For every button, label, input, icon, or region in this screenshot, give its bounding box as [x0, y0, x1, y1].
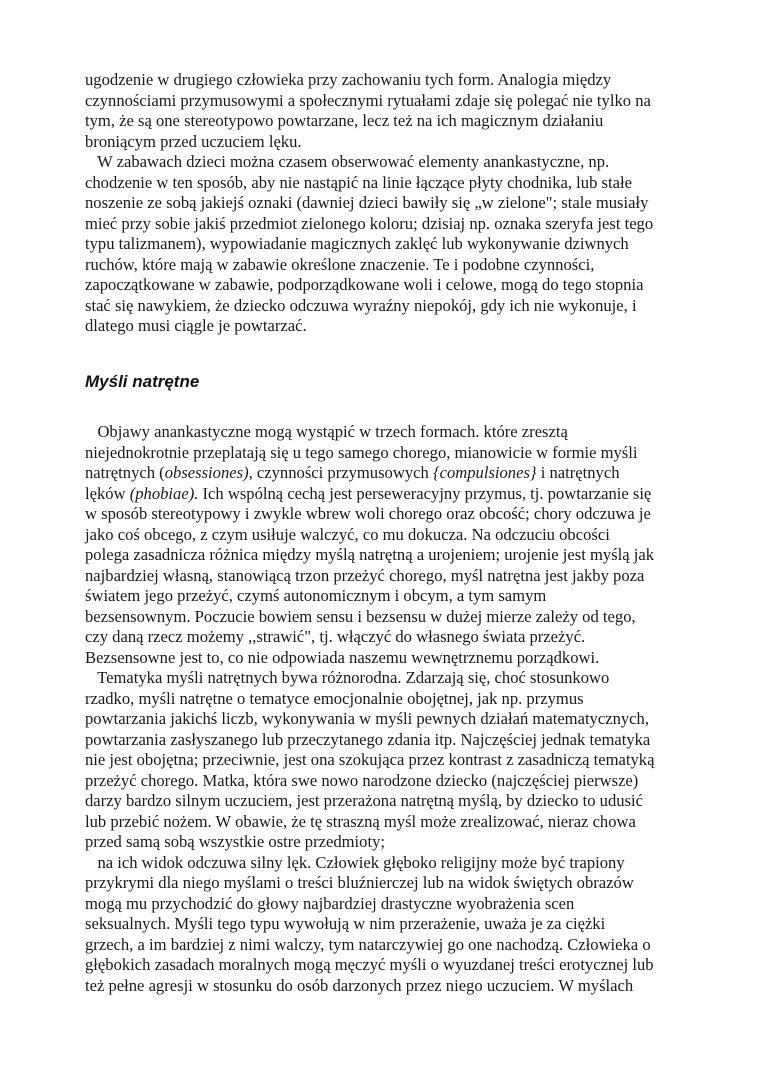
- text-line: broniącym przed uczuciem lęku.: [85, 131, 302, 151]
- text-line: w sposób stereotypowy i zwykle wbrew woli chorego oraz obcość; chory odczuwa je: [85, 504, 651, 523]
- text-line: ugodzenie w drugiego człowieka przy zachowaniu tych form. Analogia między: [85, 70, 612, 89]
- text-line: przed samą sobą wszystkie ostre przedmioty;: [85, 832, 385, 851]
- text-line: głębokich zasadach moralnych mogą męczyć myśli o wyuzdanej treści erotycznej lub: [85, 955, 654, 974]
- text-line: czy daną rzecz możemy ,,strawić", tj. włączyć do własnego świata przeżyć.: [85, 627, 586, 646]
- paragraph-block-intrusive-thoughts: [85, 422, 654, 996]
- text-line: mieć przy sobie jakiś przedmiot zielonego koloru; dzisiaj np. oznaka szeryfa jest tego: [85, 213, 654, 233]
- text-line: też pełne agresji w stosunku do osób darzonych przez niego uczuciem. W myślach: [85, 975, 634, 995]
- text-line: Tematyka myśli natrętnych bywa różnorodna. Zdarzają się, choć stosunkowo: [85, 668, 610, 687]
- text-line: na ich widok odczuwa silny lęk. Człowiek głęboko religijny może być trapiony: [85, 852, 625, 872]
- text-line: Bezsensowne jest to, co nie odpowiada naszemu wewnętrznemu porządkowi.: [85, 647, 600, 667]
- text-line: nie jest obojętna; przeciwnie, jest ona szokująca przez kontrast z zasadniczą tematyką: [85, 750, 655, 769]
- italic-term: (phobiae).: [129, 483, 199, 503]
- text-line: rzadko, myśli natrętne o tematyce emocjonalnie obojętnej, jak np. przymus: [85, 688, 584, 708]
- italic-term: {compulsiones}: [432, 463, 537, 482]
- text-line: polega zasadnicza różnica między myślą natrętną a urojeniem; urojenie jest myślą jak: [85, 545, 655, 564]
- text-line: mogą mu przychodzić do głowy najbardziej drastyczne wyobrażenia scen: [85, 893, 575, 913]
- text-line: dlatego musi ciągle je powtarzać.: [85, 316, 307, 335]
- text-segment: lęków: [85, 483, 130, 503]
- text-line: W zabawach dzieci można czasem obserwować elementy anankastyczne, np.: [85, 152, 610, 171]
- text-line: stać się nawykiem, że dziecko odczuwa wyraźny niepokój, gdy ich nie wykonuje, i: [85, 295, 637, 315]
- text-line: tym, że są one stereotypowo powtarzane, lecz też na ich magicznym działaniu: [85, 111, 604, 130]
- text-segment: natrętnych (: [85, 463, 165, 482]
- text-line: darzy bardzo silnym uczuciem, jest przerażona natrętną myślą, by dziecko to udusić: [85, 791, 643, 810]
- text-line: powtarzania zasłyszanego lub przeczytanego zdania itp. Najczęściej jednak tematyka: [85, 729, 651, 749]
- text-line: noszenie ze sobą jakiejś oznaki (dawniej dzieci bawiły się „w zielone"; stale musiały: [85, 193, 649, 212]
- text-line: powtarzania jakichś liczb, wykonywania w myśli pewnych działań matematycznych,: [85, 709, 649, 728]
- text-line: światem jego przeżyć, czymś autonomicznym i obcym, a tym samym: [85, 586, 547, 605]
- text-line: chodzenie w ten sposób, aby nie nastąpić na linie łączące płyty chodnika, lub stałe: [85, 172, 632, 192]
- text-line: najbardziej własną, stanowiącą trzon przeżyć chorego, myśl natrętna jest jakby poza: [85, 565, 645, 585]
- text-segment: , czynności przymusowych: [248, 463, 433, 482]
- text-line: czynnościami przymusowymi a społecznymi rytuałami zdaje się polegać nie tylko na: [85, 90, 651, 110]
- italic-term: obsessiones): [164, 463, 249, 482]
- text-line: zapoczątkowane w zabawie, podporządkowane woli i celowe, mogą do tego stopnia: [85, 275, 644, 294]
- text-line: jako coś obcego, z czym usiłuje walczyć, co mu dokucza. Na odczuciu obcości: [85, 524, 610, 544]
- text-segment: Ich wspólną cechą jest perseweracyjny przymus, tj. powtarzanie się: [198, 483, 652, 503]
- text-line: przykrymi dla niego myślami o treści bluźnierczej lub na widok świętych obrazów: [85, 873, 634, 892]
- text-line: grzech, a im bardziej z nimi walczy, tym natarczywiej go one nachodzą. Człowieka o: [85, 934, 651, 954]
- text-line: bezsensownym. Poczucie bowiem sensu i bezsensu w dużej mierze zależy od tego,: [85, 606, 636, 626]
- text-segment: i natrętnych: [536, 463, 620, 482]
- paragraph-block-intro: [85, 70, 653, 337]
- text-line: niejednokrotnie przeplatają się u tego samego chorego, mianowicie w formie myśli: [85, 442, 638, 462]
- text-line: seksualnych. Myśli tego typu wywołują w nim przerażenie, uważa je za ciężki: [85, 914, 606, 933]
- text-line: przeżyć chorego. Matka, która swe nowo narodzone dziecko (najczęściej pierwsze): [85, 770, 639, 790]
- text-line: Objawy anankastyczne mogą wystąpić w trzech formach. które zresztą: [85, 422, 568, 441]
- text-line: [85, 463, 654, 484]
- text-line: lub przebić nożem. W obawie, że tę straszną myśl może zrealizować, nieraz chowa: [85, 811, 636, 831]
- section-heading: Myśli natrętne: [85, 372, 200, 391]
- text-line: [85, 484, 654, 505]
- text-line: typu talizmanem), wypowiadanie magicznych zaklęć lub wykonywanie dziwnych: [85, 234, 629, 253]
- text-line: ruchów, które mają w zabawie określone znaczenie. Te i podobne czynności,: [85, 254, 595, 274]
